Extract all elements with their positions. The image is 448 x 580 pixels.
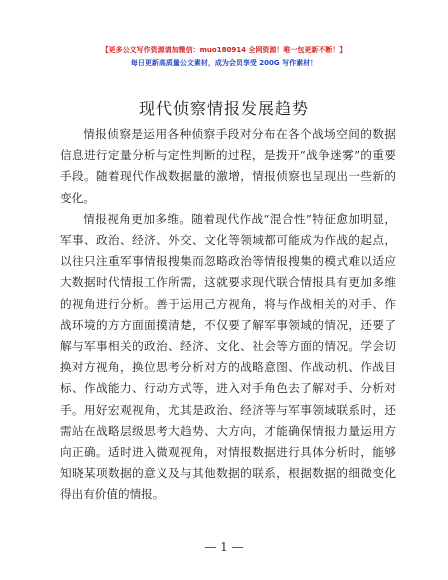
paragraph-multidimensional-view: 情报视角更加多维。随着现代作战“混合性”特征愈加明显，军事、政治、经济、外交、文化等领域都可能成为作战的起点，以往只注重军事情报搜集而忽略政治等情报搜集的模式难以适应大数据时代情报工作所需，这就要求现代联合情报具有更加多维的视角进行分析。善于运用己方视角，将与作战相关的对手、作战环境的方方面面摸清楚，不仅要了解军事领域的情况，还要了解与军事相关的政治、经济、文化、社会等方面的情况。学会切换对方视角，换位思考分析对方的战略意图、作战动机、作战目标、作战能力、行动方式等，进入对手角色去了解对手、分析对手。用好宏观视角，尤其是政治、经济等与军事领域联系时，还需站在战略层级思考大趋势、大方向，才能确保情报力量运用方向正确。适时进入微观视角，对情报数据进行具体分析时，能够知晓某项数据的意义及与其他数据的联系，根据数据的细微变化得出有价值的情报。 (60, 211, 396, 502)
paragraph-intro: 情报侦察是运用各种侦察手段对分布在各个战场空间的数据信息进行定量分析与定性判断的过程，是拨开“战争迷雾”的重要手段。随着现代作战数据量的激增，情报侦察也呈现出一些新的变化。 (60, 127, 396, 205)
document-body (60, 124, 396, 506)
promo-line-1: 【更多公文写作资源请加微信：muo180914 全网资源！唯一包更新不断！】 (101, 46, 347, 54)
promo-banner (0, 44, 448, 70)
promo-line-2: 每日更新高质量公文素材，成为会员享受 200G 写作素材！ (130, 59, 318, 67)
page-number: — 1 — (204, 540, 244, 554)
document-title: 现代侦察情报发展趋势 (138, 99, 309, 118)
